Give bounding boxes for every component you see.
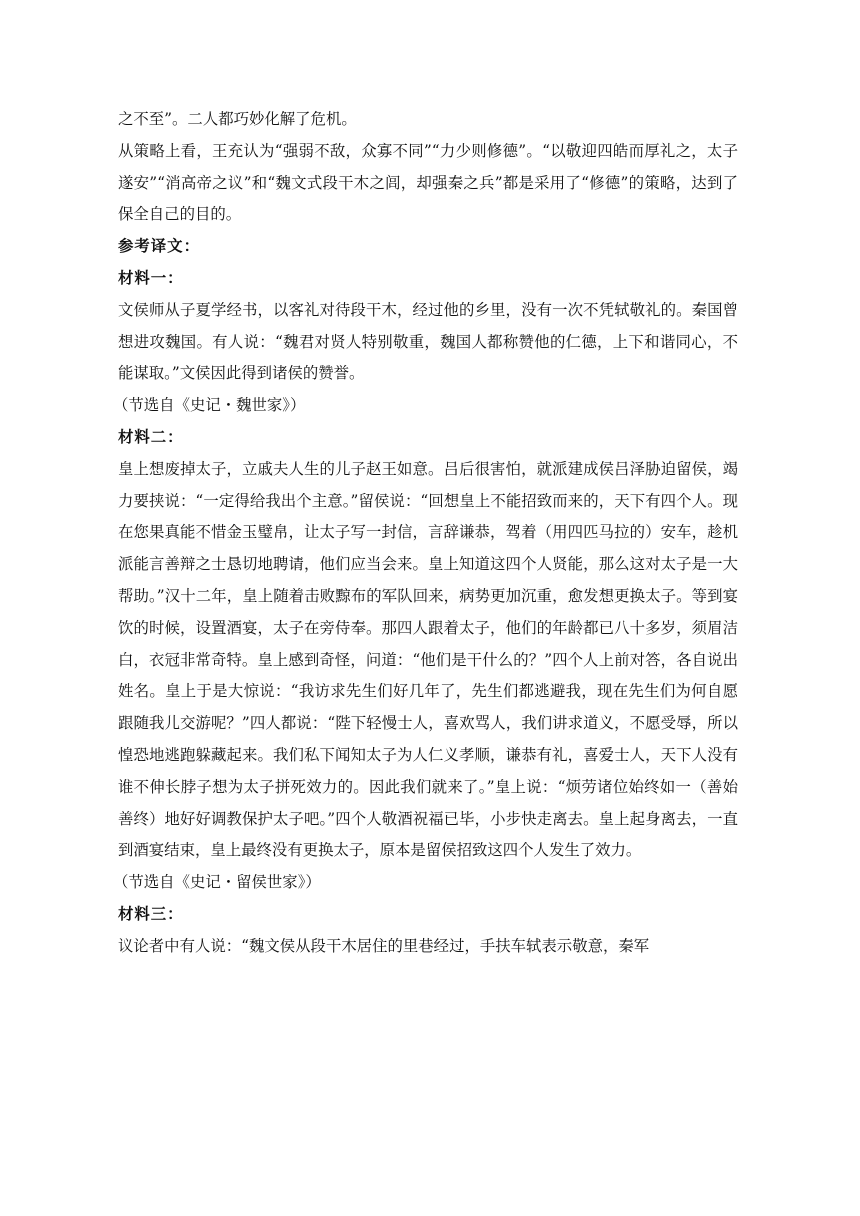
paragraph-material-one-text: 文侯师从子夏学经书，以客礼对待段干木，经过他的乡里，没有一次不凭轼敬礼的。秦国曾想进攻魏国。有人说：“魏君对贤人特别敬重，魏国人都称赞他的仁德，上下和谐同心，不能谋取。”文侯因此得到诸侯的赞誉。 bbox=[118, 300, 738, 383]
heading-material-three: 材料三： bbox=[118, 904, 184, 923]
paragraph-material-two-text: 皇上想废掉太子，立戚夫人生的儿子赵王如意。吕后很害怕，就派建成侯吕泽胁迫留侯，竭力要挟说：“一定得给我出个主意。”留侯说：“回想皇上不能招致而来的，天下有四个人。现在您果真能不惜金玉璧帛，让太子写一封信，言辞谦恭，驾着（用四匹马拉的）安车，趁机派能言善辩之士恳切地聘请，他们应当会来。皇上知道这四个人贤能，那么这对太子是一大帮助。”汉十二年，皇上随着击败黥布的军队回来，病势更加沉重，愈发想更换太子。等到宴饮的时候，设置酒宴，太子在旁侍奉。那四人跟着太子，他们的年龄都已八十多岁，须眉洁白，衣冠非常奇特。皇上感到奇怪，问道：“他们是干什么的？”四个人上前对答，各自说出姓名。皇上于是大惊说：“我访求先生们好几年了，先生们都逃避我，现在先生们为何自愿跟随我儿交游呢？”四人都说：“陛下轻慢士人，喜欢骂人，我们讲求道义，不愿受辱，所以惶恐地逃跑躲藏起来。我们私下闻知太子为人仁义孝顺，谦恭有礼，喜爱士人，天下人没有谁不伸长脖子想为太子拼死效力的。因此我们就来了。”皇上说：“烦劳诸位始终如一（善始善终）地好好调教保护太子吧。”四个人敬酒祝福已毕，小步快走离去。皇上起身离去，一直到酒宴结束，皇上最终没有更换太子，原本是留侯招致这四个人发生了效力。 bbox=[118, 459, 738, 860]
heading-material-one: 材料一： bbox=[118, 268, 184, 287]
document-page bbox=[113, 104, 738, 963]
paragraph-material-three-text: 议论者中有人说：“魏文侯从段干木居住的里巷经过，手扶车轼表示敬意，秦军 bbox=[118, 936, 650, 955]
paragraph-crisis-resolved: 之不至”。二人都巧妙化解了危机。 bbox=[118, 110, 357, 128]
heading-material-two: 材料二： bbox=[118, 427, 184, 446]
source-citation-liuhou-shijia: （节选自《史记・留侯世家》） bbox=[113, 873, 321, 892]
paragraph-strategy-analysis: 从策略上看，王充认为“强弱不敌，众寡不同”“力少则修德”。“以敬迎四皓而厚礼之，太子遂安”“消高帝之议”和“魏文式段干木之闾，却强秦之兵”都是采用了“修德”的策略，达到了保全自己的目的。 bbox=[118, 141, 738, 224]
heading-reference-translation: 参考译文： bbox=[118, 237, 200, 256]
source-citation-wei-shijia: （节选自《史记・魏世家》） bbox=[113, 396, 306, 415]
